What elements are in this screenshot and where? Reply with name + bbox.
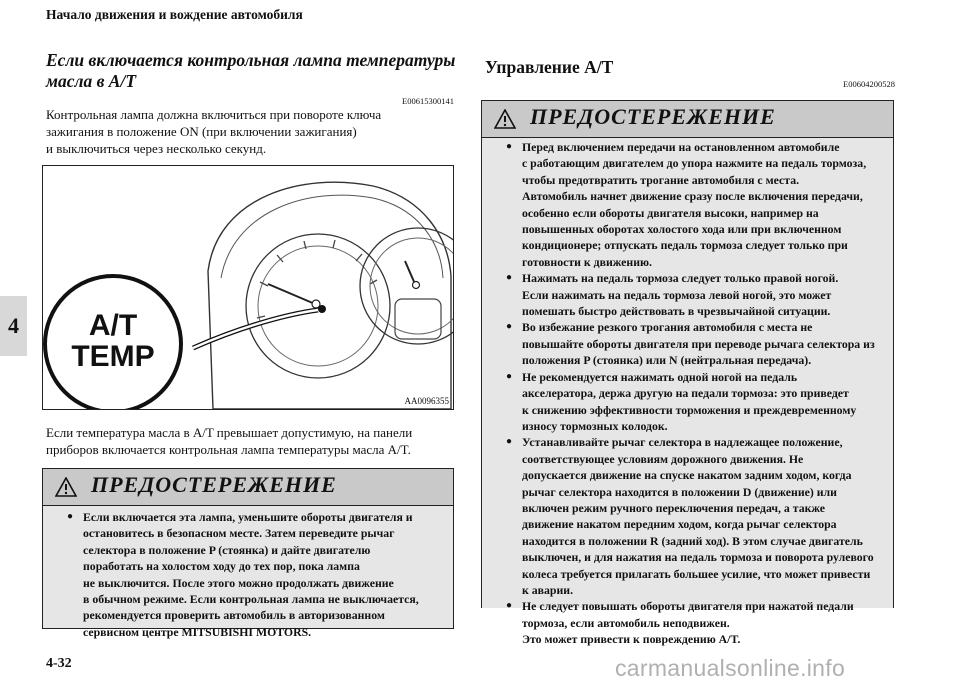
bullet: ● [506,321,513,333]
warning-line: поработать на холостом ходу до тех пор, пока лампа [83,559,360,574]
warning-body [43,506,453,639]
bullet: ● [506,600,513,612]
bullet: ● [506,141,513,152]
warning-line: кондиционере; отпускать педаль тормоза следует только при [522,238,848,253]
left-title-line: масла в A/T [46,71,137,91]
callout-line-temp: TEMP [71,340,155,373]
warning-item [506,319,889,368]
warning-line: акселератора, держа другую на педали тормоза: это приведет [522,386,849,401]
left-title-line: Если включается контрольная лампа температуры [46,50,456,70]
warning-line: рекомендуется проверить автомобиль в авторизованном [83,608,385,623]
warning-line: Если нажимать на педаль тормоза левой ногой, это может [522,287,832,302]
left-section-code: E00615300141 [402,96,454,106]
warning-item [506,270,889,319]
callout-line-at: A/T [88,309,138,342]
right-section-code: E00604200528 [843,79,895,89]
warning-title: ПРЕДОСТЕРЕЖЕНИЕ [530,104,776,129]
page-number: 4-32 [46,656,72,671]
right-warning-box [481,100,894,647]
warning-line: с работающим двигателем до упора нажмите на педаль тормоза, [522,156,867,171]
warning-item [506,369,889,435]
watermark: carmanualsonline.info [615,655,846,681]
warning-line: колеса требуется прилагать большее усилие, что может привести [522,566,871,581]
warning-item [506,598,889,647]
warning-line: готовности к движению. [522,254,652,269]
running-header: Начало движения и вождение автомобиля [46,7,303,22]
chapter-tab: 4 [0,296,27,356]
warning-line: к снижению эффективности торможения и преждевременному [522,402,857,417]
at-temp-callout-label [45,310,181,372]
at-temp-indicator-lamp [318,305,326,313]
warning-line: Перед включением передачи на остановленном автомобиле [522,140,840,154]
warning-title: ПРЕДОСТЕРЕЖЕНИЕ [91,472,337,497]
warning-triangle-icon [494,109,516,129]
right-section-title: Управление A/T [485,57,614,77]
warning-line: выключен, и для нажатия на педаль тормоза и поворота рулевого [522,550,874,565]
warning-line: Во избежание резкого трогания автомобиля с места не [522,320,813,335]
left-after-text [46,424,456,458]
figure-code: AA0096355 [404,396,449,406]
warning-line: Не рекомендуется нажимать одной ногой на педаль [522,369,798,384]
left-section-title [46,50,466,92]
warning-line: находится в положении R (задний ход). В этом случае двигатель [522,533,863,548]
warning-item [506,139,889,270]
left-intro-text [46,106,456,157]
warning-line: тормоза, если автомобиль неподвижен. [522,615,730,630]
bullet: ● [506,272,513,284]
warning-body [482,138,893,647]
warning-line: повышайте обороты двигателя при переводе рычага селектора из [522,336,875,351]
warning-header [482,101,893,138]
warning-line: Не следует повышать обороты двигателя при нажатой педали [522,599,854,614]
warning-line: не выключится. После этого можно продолжать движение [83,575,394,590]
text-line: и выключиться через несколько секунд. [46,141,267,156]
warning-line: сервисном центре MITSUBISHI MOTORS. [83,624,312,639]
warning-line: особенно если обороты двигателя высоки, например на [522,205,819,220]
warning-line: Автомобиль начнет движение сразу после включения передачи, [522,189,863,204]
bullet: ● [506,370,513,382]
warning-line: к аварии. [522,582,574,597]
warning-line: положения P (стоянка) или N (нейтральная передача). [522,353,812,368]
bullet: ● [67,511,74,522]
warning-line: износу тормозных колодок. [522,418,668,433]
bullet: ● [506,436,513,448]
warning-item [67,509,445,640]
text-line: приборов включается контрольная лампа температуры масла A/T. [46,442,411,457]
warning-line: соответствующее условиям дорожного движения. Не [522,451,804,466]
text-line: Если температура масла в A/T превышает допустимую, на панели [46,425,413,440]
warning-line: Устанавливайте рычаг селектора в надлежащее положение, [522,435,843,450]
left-warning-box [42,468,454,639]
warning-line: помешать быстро действовать в чрезвычайной ситуации. [522,304,831,319]
text-line: Контрольная лампа должна включиться при повороте ключа [46,107,382,122]
text-line: зажигания в положение ON (при включении зажигания) [46,124,357,139]
warning-line: движение накатом передним ходом, когда рычаг селектора [522,517,837,532]
warning-line: допускается движение на спуске накатом задним ходом, когда [522,468,852,483]
warning-line: рычаг селектора находится в положении D (движение) или [522,484,837,499]
warning-item [506,434,889,598]
warning-header [43,469,453,506]
warning-line: Это может привести к повреждению A/T. [522,632,741,647]
warning-line: селектора в положение P (стоянка) и дайте двигателю [83,542,371,557]
warning-line: включен режим ручного переключения передач, а также [522,500,826,515]
instrument-cluster-figure [42,165,454,410]
warning-line: повышенных оборотах холостого хода или при включенном [522,222,842,237]
warning-line: чтобы предотвратить трогание автомобиля с места. [522,172,800,187]
warning-triangle-icon [55,477,77,497]
warning-line: Если включается эта лампа, уменьшите обороты двигателя и [83,510,413,524]
display-window [395,299,441,339]
warning-line: Нажимать на педаль тормоза следует только правой ногой. [522,271,839,286]
warning-line: в обычном режиме. Если контрольная лампа не выключается, [83,592,419,607]
warning-line: остановитесь в безопасном месте. Затем переведите рычаг [83,526,395,541]
